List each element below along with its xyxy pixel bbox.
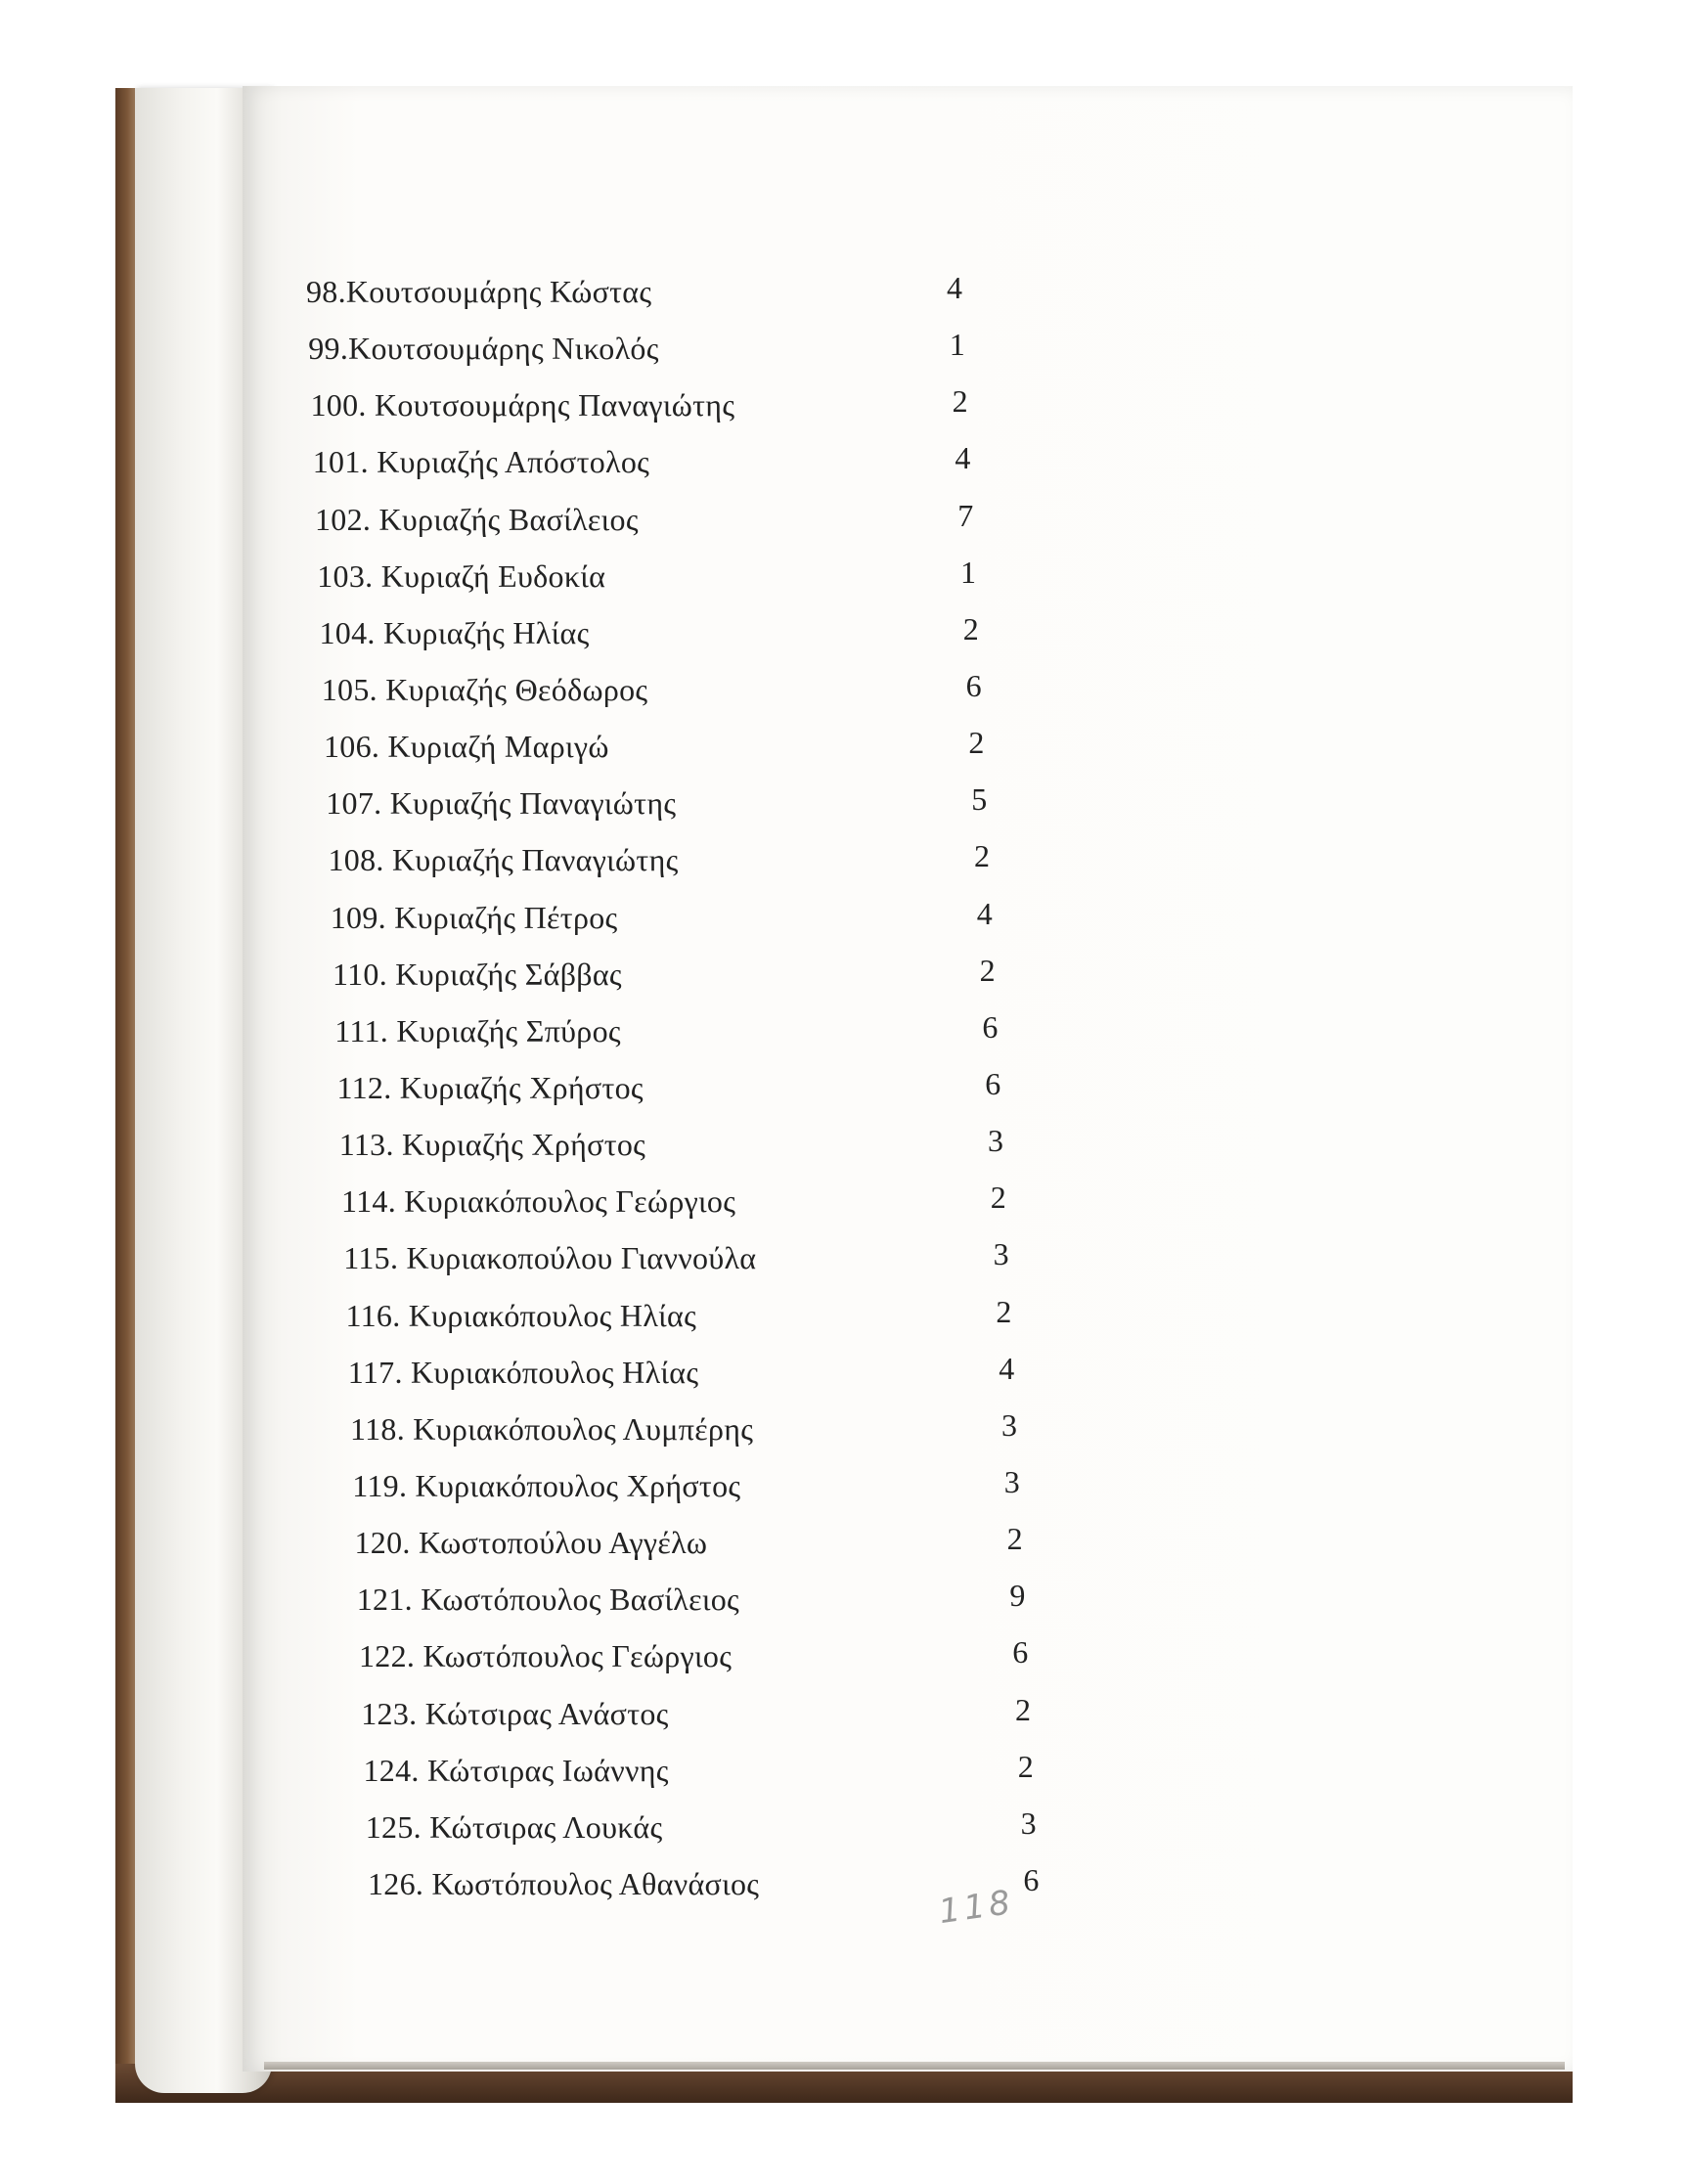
entry-count: 2 — [1015, 1691, 1032, 1727]
entry-name: 117. Κυριακόπουλος Ηλίας — [347, 1354, 699, 1390]
entry-count: 6 — [1012, 1634, 1029, 1671]
entry-count: 1 — [960, 554, 977, 590]
entry-count: 2 — [1017, 1748, 1035, 1784]
entry-count: 6 — [982, 1008, 999, 1045]
entry-count: 6 — [1023, 1862, 1040, 1897]
entry-count: 2 — [990, 1180, 1007, 1216]
entry-name: 115. Κυριακοπούλου Γιαννούλα — [343, 1240, 757, 1276]
entry-name: 111. Κυριαζής Σπύρος — [334, 1012, 621, 1048]
entry-name: 105. Κυριαζής Θεόδωρος — [321, 672, 648, 707]
entry-name: 102. Κυριαζής Βασίλειος — [315, 501, 639, 537]
entry-count: 2 — [952, 383, 968, 420]
entry-name: 120. Κωστοπούλου Αγγέλω — [354, 1525, 708, 1561]
entry-count: 6 — [985, 1066, 1001, 1101]
entry-name: 104. Κυριαζής Ηλίας — [319, 614, 590, 650]
entry-name: 126. Κωστόπουλος Αθανάσιος — [368, 1866, 760, 1901]
entry-name: 109. Κυριαζής Πέτρος — [330, 899, 618, 935]
entry-name: 121. Κωστόπουλος Βασίλειος — [356, 1582, 740, 1618]
entry-name: 119. Κυριακόπουλος Χρήστος — [352, 1468, 741, 1503]
entry-name: 99.Κουτσουμάρης Νικολός — [308, 331, 659, 367]
entry-count: 2 — [1006, 1521, 1023, 1557]
page-stack-edge — [264, 2062, 1565, 2070]
entry-name: 113. Κυριαζής Χρήστος — [338, 1127, 646, 1163]
entry-name: 101. Κυριαζής Απόστολος — [312, 444, 650, 480]
table-edge-left — [115, 88, 135, 2098]
handwritten-page-number: 118 — [936, 1882, 1017, 1933]
entry-count: 3 — [1001, 1406, 1018, 1443]
entry-name: 100. Κουτσουμάρης Παναγιώτης — [310, 387, 735, 423]
entry-name: 106. Κυριαζή Μαριγώ — [324, 729, 609, 765]
entry-name: 116. Κυριακόπουλος Ηλίας — [345, 1297, 697, 1333]
entry-count: 1 — [949, 327, 966, 363]
entry-name: 118. Κυριακόπουλος Λυμπέρης — [350, 1410, 754, 1447]
entry-count: 2 — [974, 838, 991, 874]
entry-count: 3 — [988, 1123, 1004, 1159]
entry-count: 3 — [1003, 1464, 1021, 1499]
entry-count: 5 — [971, 781, 988, 818]
entry-name: 124. Κώτσιρας Ιωάννης — [363, 1752, 669, 1788]
entry-count: 9 — [1009, 1578, 1026, 1614]
entry-count: 2 — [979, 952, 996, 988]
entry-count: 3 — [1020, 1805, 1037, 1841]
entry-count: 4 — [976, 895, 994, 931]
entry-name: 123. Κώτσιρας Ανάστος — [361, 1695, 669, 1731]
entry-count: 2 — [968, 725, 985, 761]
entry-count: 7 — [957, 497, 974, 533]
entry-count: 3 — [993, 1236, 1009, 1272]
entry-count: 6 — [965, 668, 982, 703]
entry-count: 4 — [999, 1350, 1015, 1386]
entry-name: 107. Κυριαζής Παναγιώτης — [326, 785, 677, 822]
entry-name: 108. Κυριαζής Παναγιώτης — [328, 842, 679, 878]
entry-count: 2 — [962, 610, 980, 646]
entry-name: 110. Κυριαζής Σάββας — [333, 956, 622, 992]
entry-name: 112. Κυριαζής Χρήστος — [336, 1070, 644, 1105]
entry-count: 4 — [955, 440, 971, 476]
entry-count: 2 — [996, 1293, 1012, 1329]
entry-name: 103. Κυριαζή Ευδοκία — [317, 557, 606, 594]
entry-name: 125. Κώτσιρας Λουκάς — [365, 1808, 663, 1845]
entry-count: 4 — [947, 270, 963, 305]
entry-name: 122. Κωστόπουλος Γεώργιος — [359, 1638, 733, 1674]
entry-name: 114. Κυριακόπουλος Γεώργιος — [341, 1183, 736, 1220]
entry-name: 98.Κουτσουμάρης Κώστας — [306, 274, 652, 309]
